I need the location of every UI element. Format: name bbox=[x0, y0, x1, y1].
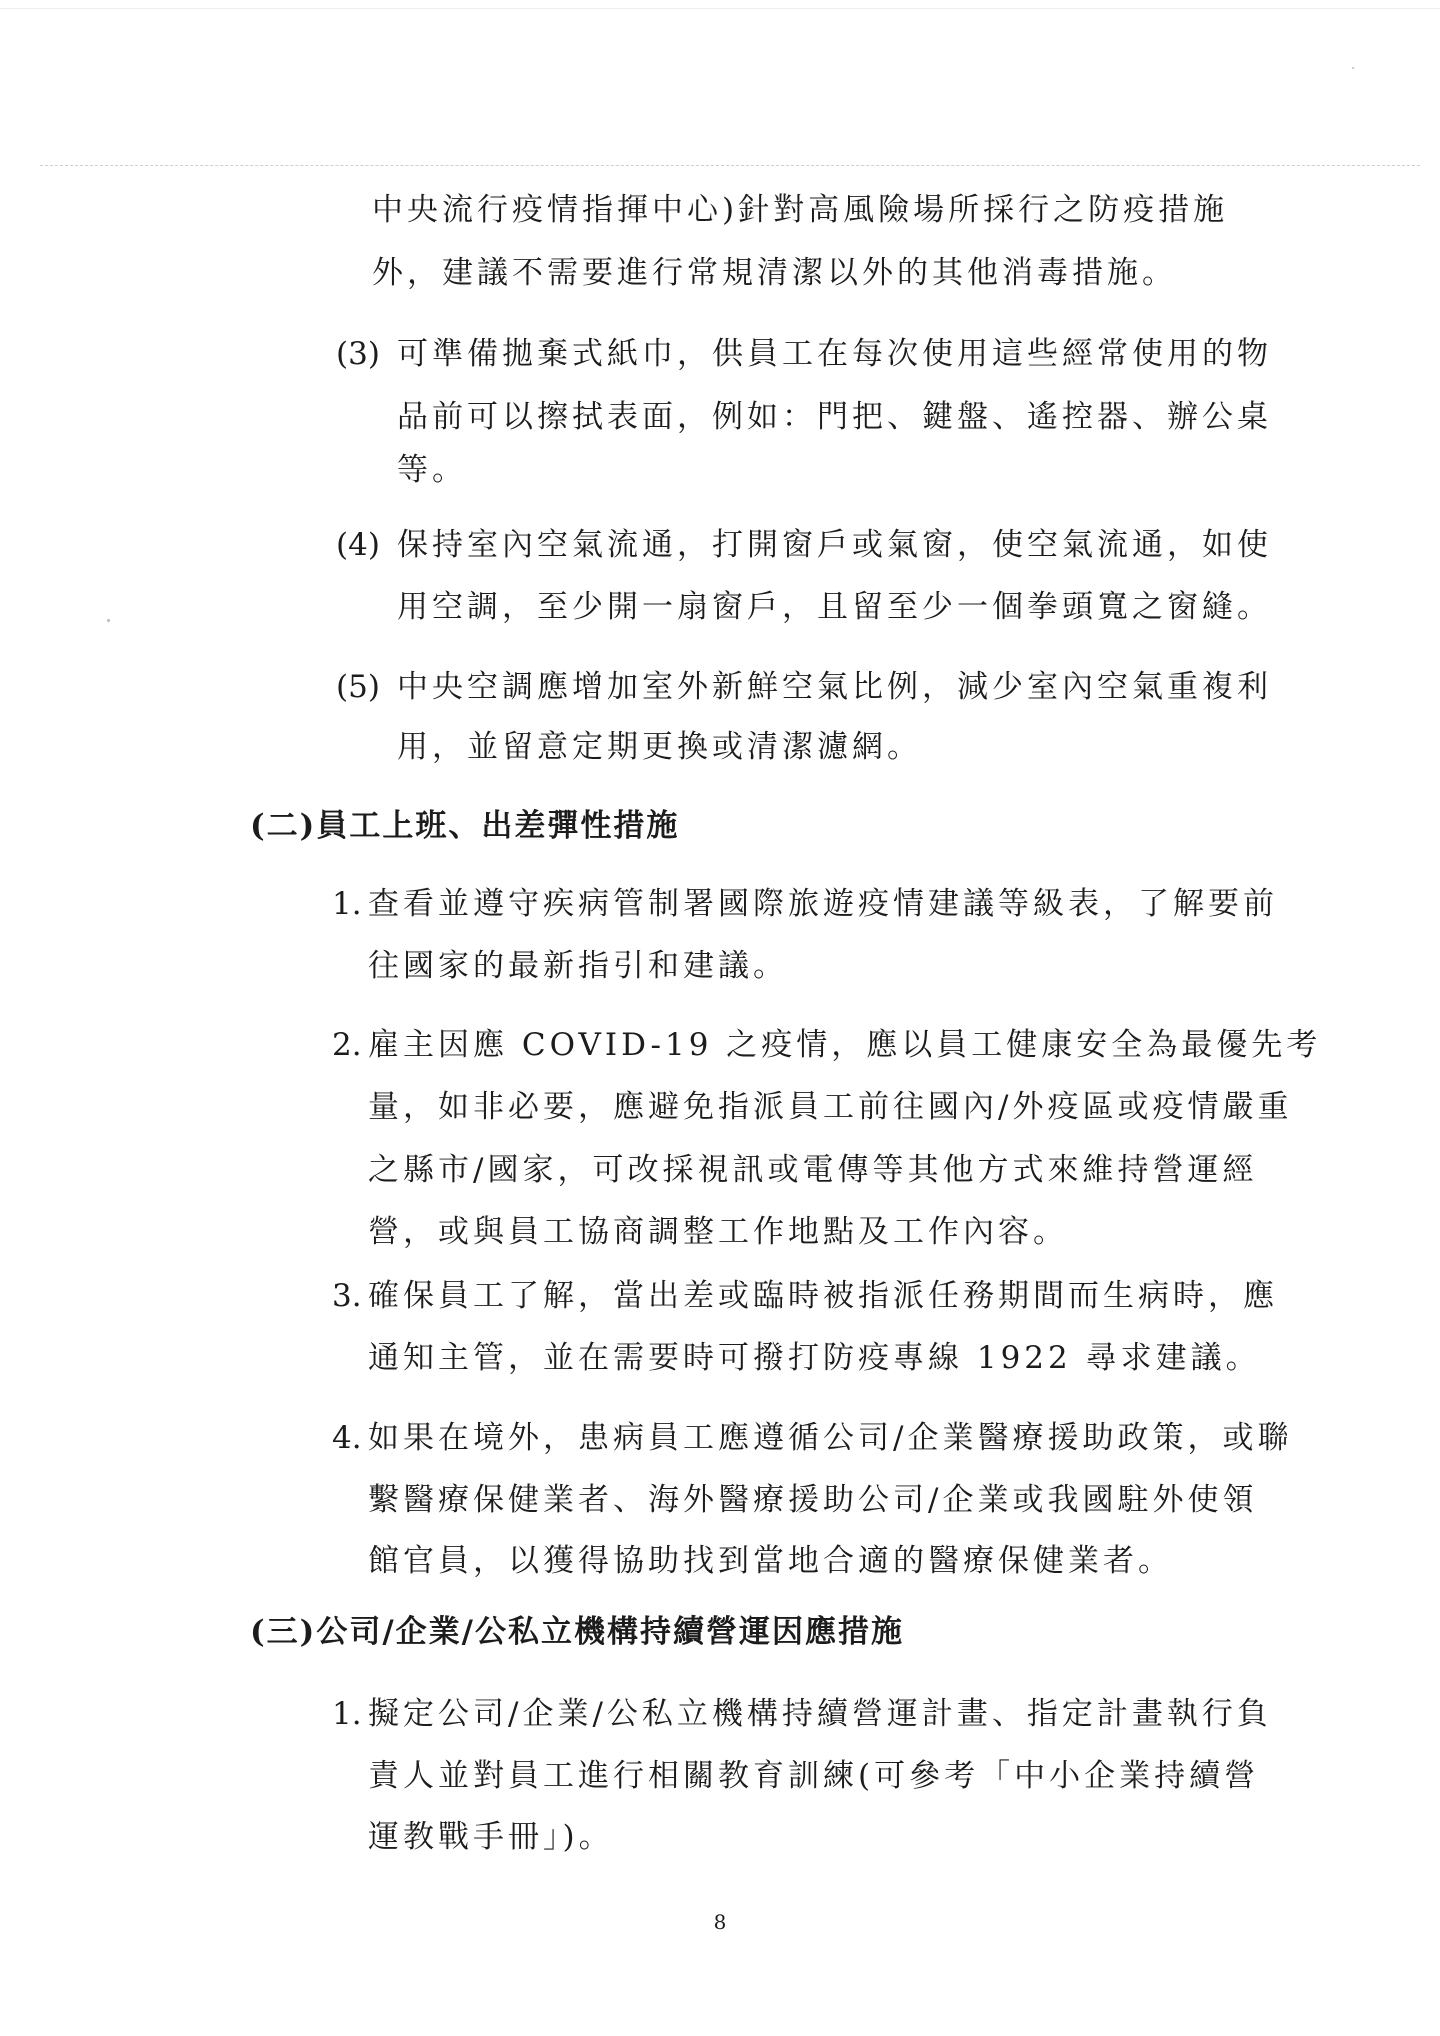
list-marker: 4. bbox=[332, 1420, 362, 1456]
paragraph-line: 外，建議不需要進行常規清潔以外的其他消毒措施。 bbox=[372, 255, 1177, 291]
section-heading: (二)員工上班、出差彈性措施 bbox=[250, 808, 680, 844]
section-heading: (三)公司/企業/公私立機構持續營運因應措施 bbox=[250, 1614, 904, 1650]
list-item-line: 中央空調應增加室外新鮮空氣比例，減少室內空氣重複利 bbox=[397, 669, 1272, 705]
list-marker: 1. bbox=[332, 886, 362, 922]
list-item-line: 可準備拋棄式紙巾，供員工在每次使用這些經常使用的物 bbox=[397, 336, 1272, 372]
list-item-line: 量，如非必要，應避免指派員工前往國內/外疫區或疫情嚴重 bbox=[368, 1089, 1293, 1125]
scan-page-edge bbox=[0, 8, 1440, 9]
list-item-line: 查看並遵守疾病管制署國際旅遊疫情建議等級表，了解要前 bbox=[368, 886, 1278, 922]
list-item-line: 營，或與員工協商調整工作地點及工作內容。 bbox=[368, 1214, 1068, 1250]
list-item-line: 如果在境外，患病員工應遵循公司/企業醫療援助政策，或聯 bbox=[368, 1420, 1293, 1456]
list-item-line: 確保員工了解，當出差或臨時被指派任務期間而生病時，應 bbox=[368, 1278, 1278, 1314]
list-marker: 2. bbox=[332, 1027, 362, 1063]
scan-speck bbox=[1352, 67, 1354, 69]
list-item-line: 用，並留意定期更換或清潔濾網。 bbox=[397, 729, 922, 765]
list-item-line: 責人並對員工進行相關教育訓練(可參考「中小企業持續營 bbox=[368, 1758, 1260, 1794]
list-marker: (5) bbox=[336, 669, 380, 705]
list-item-line: 館官員，以獲得協助找到當地合適的醫療保健業者。 bbox=[368, 1543, 1173, 1579]
paragraph-line: 中央流行疫情指揮中心)針對高風險場所採行之防疫措施 bbox=[372, 192, 1229, 228]
list-item-line: 之縣市/國家，可改採視訊或電傳等其他方式來維持營運經 bbox=[368, 1152, 1258, 1188]
list-item-line: 等。 bbox=[397, 452, 467, 488]
list-item-line: 用空調，至少開一扇窗戶，且留至少一個拳頭寬之窗縫。 bbox=[397, 589, 1272, 625]
list-marker: 3. bbox=[332, 1278, 362, 1314]
list-item-line: 擬定公司/企業/公私立機構持續營運計畫、指定計畫執行負 bbox=[368, 1696, 1272, 1732]
scan-speck bbox=[107, 619, 110, 622]
list-item-line: 往國家的最新指引和建議。 bbox=[368, 948, 788, 984]
list-marker: (3) bbox=[336, 336, 380, 372]
list-item-line: 雇主因應 COVID-19 之疫情，應以員工健康安全為最優先考 bbox=[368, 1027, 1322, 1063]
list-item-line: 保持室內空氣流通，打開窗戶或氣窗，使空氣流通，如使 bbox=[397, 527, 1272, 563]
list-item-line: 品前可以擦拭表面，例如：門把、鍵盤、遙控器、辦公桌 bbox=[397, 399, 1272, 435]
list-marker: 1. bbox=[332, 1696, 362, 1732]
list-item-line: 繫醫療保健業者、海外醫療援助公司/企業或我國駐外使領 bbox=[368, 1482, 1258, 1518]
scan-artifact-line bbox=[40, 165, 1420, 166]
list-marker: (4) bbox=[336, 527, 380, 563]
page-number: 8 bbox=[713, 1910, 727, 1934]
list-item-line: 運教戰手冊」)。 bbox=[368, 1819, 614, 1855]
list-item-line: 通知主管，並在需要時可撥打防疫專線 1922 尋求建議。 bbox=[368, 1340, 1261, 1376]
